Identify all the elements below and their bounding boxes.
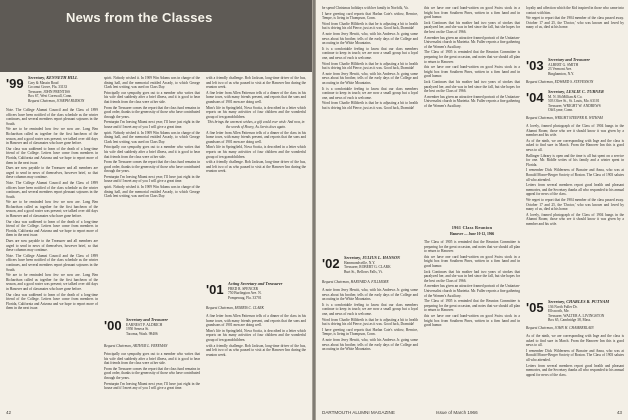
bequest-04: Bequest Chairman, WRIGHT STEEPER R. WITHAM [526,116,603,120]
bequest-03: Bequest Chairman, EDWARD S. STEVENSON [526,80,594,84]
address-line: Cary & Massin Road [28,80,59,85]
column-right-3 [526,6,624,52]
paragraph: with a friendly challenge. Bob Jackson, long-time driver of the bus, and left two of us who paused to visit at the Hanover Inn during the reunion week. [206,160,306,174]
paragraph: It is a comfortable feeling to know that our class members continue to keep in touch; we are now a small group but a loyal one, and news of each is welcome. [322,302,418,316]
paragraph: Ballinger Library is open and the time is all but spent on a service for one. Mr. Riddle writes of his family and a winter spent in Florida. [526,153,624,167]
paragraph: The Class of 1905 is reminded that the Reunion Committee is preparing for the great occasion, and notes that we should all plan to return to Hanover. [424,299,520,313]
address-line: 23 Vermont Ave. [548,67,573,72]
paragraph: It is a comfortable feeling to know that our class members continue to keep in touch; we are now a small group but a loyal one, and news of each is welcome. [322,86,418,100]
paragraph: A fine letter from Allen Patterson tells of a dinner of the class in his home town, with many friends present, and reports that the sons and grandsons of 1901 men are doing well. [206,90,306,104]
paragraph: It is a comfortable feeling to know that our class members continue to keep in touch; we are now a small group but a loyal one, and news of each is welcome. [322,46,418,60]
bequest-line: Bequest Chairman, JOSEPH BURSON [28,98,85,103]
column-left-1 [6,108,98,408]
paragraph: spirit. Nobody wished it. In 1909 Win Adams was in charge of the dining hall, and the memorial entitled Arcady, to which George Clark lent writing, was used on Class Day. [104,130,200,144]
paragraph: Our class was saddened to learn of the death of a long-time friend of the College. Letters have come from members in Florida, California and Arizona and we hope to report more of them in the next issue. [6,219,98,238]
reunion-dates: Hanover — June 10-12, 1966 [449,232,495,236]
column-right-1b [322,288,418,408]
class-info-99 [28,76,96,104]
paragraph: We regret to report that the 1904 member of the class passed away. October 17 and 25, the 'Doctor,' who was known and loved by many of us, died at his home. [526,16,624,30]
paragraph: A note from Jerry Hewitt, who, with his Andrews Jr. going some news about his brother, tells of the early days of the College and an outing in the White Mountains. [322,288,418,302]
column-left-3 [206,76,306,276]
paragraph: Principally our sympathy goes out to a member who writes that his wife died suddenly after a brief illness, and it is good to hear that friends from the class were at her side. [104,352,200,366]
class-info-05 [548,300,626,323]
header-band [0,0,312,72]
paragraph: We are to be reminded how few we now are. Long Ben Richardson called us together for the first luncheon of the season, and a good roster was present; we talked over old days in Hanover and of classmates who have gone before. [6,200,98,219]
address-line: Coconut Grove, Fla. 33133 [28,85,68,90]
secretary-line: Secretary and Treasurer [126,317,168,322]
reunion-heading: 1961 Class Reunion [451,225,493,230]
address-line: 1950 Seneca St. [126,327,150,332]
paragraph: I have greeting card reports that Harlan Cate's widow, Bernice, Tempe, is living in Thompson, Conn. [322,327,418,337]
paragraph: As of the ninth, we are corresponding with Inge and the class is asked to find sure in March. From the Hanover Inn this is good news to all. [526,334,624,348]
paragraph: I have greeting card reports that Harlan Cate's widow, Bernice, Tempe, is living in Thompson, Conn. [322,11,418,21]
paragraph: A note from Jerry Hewitt, who, with his Andrews Jr. going some news about his brother, tells of the early days of the College and an outing in the White Mountains. [322,31,418,46]
address-line: Binghamton, N.Y. [548,71,575,76]
class-year-03: '03 [526,58,544,73]
secretary-line: Secretary, JULIUS L. HANSON [344,255,401,260]
treasurer-line: Treasurer, JOHN PRENTISS [28,89,70,94]
paragraph: Note. The College Alumni Council and the Class of 1899 officers have been notified of the class schedule as the winter continues, and several members report pleasant sojourns in the South. [6,180,98,199]
paragraph: Mim's life in Springfield, Nova Scotia, is described in a letter which reports on his many activities of four children and the wonderful group of ten grandchildren. [206,105,306,119]
secretary-line: Secretary, KENNETH HILL [28,75,78,80]
paragraph: this we have one card hand-written on good Swiss stock in a bright box from Southern Pines, written in a firm hand and in good humor. [424,6,520,20]
paragraph: A fine letter from Allen Patterson tells of a dinner of the class in his home town, with many friends present, and reports that the sons and grandsons of 1901 men are doing well. [206,130,306,144]
address-line: 136 North Fuller Dr. [548,304,578,309]
name-line: ALBERT G. SMITH [548,62,579,67]
column-left-2 [104,76,200,314]
name-line: FRED R. SPENCER [228,286,259,291]
paragraph: spirit. Nobody wished it. In 1909 Win Adams was in charge of the dining hall, and the memorial entitled Arcady, to which George Clark lent writing, was used on Class Day. [104,185,200,199]
bequest-01: Bequest Chairman, MORRIS C. CLARK [206,306,264,310]
poem: This brings the warmest wishes, a gift could ever wish: And now, in the words of Hovey, As Jarvis does again. [207,120,305,129]
paragraph: Prenturpin I'm leaving Miami next year; I'll have just eight in the house and if I meet any of you I will give a great time. [104,381,200,391]
column-right-1 [322,6,418,246]
bequest-02: Bequest Chairman, HARVARD A. FILLMORE [322,280,389,284]
page-number-right: 43 [616,410,622,415]
treasurer-line: Treasurer, ROBERT G. CLARK [344,265,391,270]
paragraph: Our class was saddened to learn of the death of a long-time friend of the College. Letters have come from members in Florida, California and Arizona and we hope to report more of them in the next issue. [6,146,98,165]
paragraph: with a friendly challenge. Bob Jackson, long-time driver of the bus, and left two of us who paused to visit at the Hanover Inn during the reunion week. [206,343,306,357]
left-page [0,0,312,420]
paragraph: Word from Charlie Hilldreth is that he is adjusting a bit to health but is driving his old Pierce, just as it was. Good luck, Dramida! [322,101,418,110]
paragraph: Letters from several members report good health and pleasant memories, and the Secretary thanks all who responded to his annual appeal for news of the class. [526,363,624,377]
treasurer-line: Treasurer, WALTER A. LIVINGSTON [548,313,605,318]
column-right-3b [526,124,624,296]
paragraph: this we have one card hand-written on good Swiss stock in a bright box from Southern Pines, written in a firm hand and in good humor. [424,313,520,328]
paragraph: A lovely, framed photograph of the Class of 1904 hangs in the Alumni Room; those who see it should know it was given by a member and his wife. [526,124,624,138]
paragraph: this we have one card hand-written on good Swiss stock in a bright box from Southern Pines, written in a firm hand and in good humor. [424,254,520,268]
page-title: News from the Classes [66,10,213,25]
paragraph: Principally our sympathy goes out to a member who writes that his wife died suddenly after a brief illness, and it is good to hear that friends from the class were at her side. [104,90,200,104]
column-left-3b [206,314,306,408]
paragraph: be spend Christmas holidays with her family in Norfolk, Va. [322,6,409,10]
paragraph: Jack Continues that his mother had two years of strokes that paralyzed her, and she was in bed since the fall, but she hopes for the best on the Class of 1966. [424,20,520,34]
paragraph: From the Treasurer comes the report that the class fund remains in good order, thanks to the generosity of those who have contributed through the years. [104,366,200,380]
class-year-05: '05 [526,300,544,315]
bequest-00: Bequest Chairman, ARTHUR L. FREEMAN [104,344,168,348]
footer-left: DARTMOUTH ALUMNI MAGAZINE [322,410,395,415]
paragraph: We regret to report that the 1904 member of the class passed away. October 17 and 25, the 'Doctor,' who was known and loved by many of us, died at his home. [526,197,624,212]
paragraph: As of the ninth, we are corresponding with Inge and the class is asked to find sure in March. From the Hanover Inn this is good news to all. [526,138,624,152]
paragraph: I remember Dick Wilderness of Bonaire and Anna, who was at Ronald Moore-Berger Society of Boston. The Class of 1903 salutes all who attended. [526,348,624,362]
address-line: Burt St., Bellows Falls, Vt. [344,269,383,274]
paragraph: Jack Continues that his mother had two years of strokes that paralyzed her, and she was in bed since the fall, but she hopes for the best on the Class of 1966. [424,269,520,283]
address-line: Pomperaug, Fla. 33701 [228,295,262,300]
paragraph: Dues are now payable to the Treasurer and all members are urged to send in news of themselves, however brief, so that these columns may continue. [6,166,98,180]
class-info-03 [548,58,624,76]
paragraph: this we have one card hand-written on good Swiss stock in a bright box from Southern Pines, written in a firm hand and in good humor. [424,65,520,79]
paragraph: The Class of 1905 is reminded that the Reunion Committee is preparing for the great occasion, and notes that we should all plan to return to Hanover. [424,240,520,254]
right-page [316,0,628,420]
paragraph: Note. The College Alumni Council and the Class of 1899 officers have been notified of the class schedule as the winter continues, and several members report pleasant sojourns in the South. [6,253,98,272]
address-line: Box 65, Cambridge 38, Mass. [548,318,592,323]
paragraph: The Class of 1905 is reminded that the Reunion Committee is preparing for the great occasion, and notes that we should all plan to return to Hanover. [424,50,520,64]
paragraph: spirit. Nobody wished it. In 1909 Win Adams was in charge of the dining hall, and the memorial entitled Arcady, to which George Clark lent writing, was used on Class Day. [104,76,200,90]
paragraph: Mim's life in Springfield, Nova Scotia, is described in a letter which reports on his many activities of four children and the wonderful group of ten grandchildren. [206,145,306,159]
page-number-left: 42 [6,410,12,415]
paragraph: loyalty and affection which the Kid inspired in those who came into contact with him. [526,6,624,15]
paragraph: A member has given an attractive framed portrait of the Unitarian-Universalist church in Marietta. Mr. Fuller reports a fine gathering of the Women's Auxiliary. [424,284,520,298]
paragraph: Prenturpin I'm leaving Miami next year; I'll have just eight in the house and if I meet any of you I will give a great time. [104,174,200,184]
paragraph: From the Treasurer comes the report that the class fund remains in good order, thanks to the generosity of those who have contributed through the years. [104,160,200,174]
class-info-00 [126,318,202,336]
class-info-01 [228,282,308,300]
paragraph: Word from Charlie Hilldreth is that he is adjusting a bit to health but is driving his old Pierce, just as it was. Good luck, Dramida! [322,61,418,71]
address-line: Tacoma, Wash. 98406 [126,331,158,336]
paragraph: We are to be reminded how few we now are. Long Ben Richardson called us together for the first luncheon of the season, and a good roster was present; we talked over old days in Hanover and of classmates who have gone before. [6,127,98,146]
paragraph: From the Treasurer comes the report that the class fund remains in good order, thanks to the generosity of those who have contributed through the years. [104,105,200,119]
paragraph: A note from Jerry Hewitt, who, with his Andrews Jr. going some news about his brother, tells of the early days of the College and an outing in the White Mountains. [322,337,418,352]
column-right-2b [424,240,520,408]
column-left-2b [104,352,200,408]
name-line: EARNEST P. ALDRICH [126,322,163,327]
secretary-line: Secretary and Treasurer [548,57,590,62]
paragraph: Letters from several members report good health and pleasant memories, and the Secretary thanks all who responded to his annual appeal for news of the class. [526,183,624,197]
address-line: M. N. McMillian & Co. [548,94,583,99]
class-year-00: '00 [104,318,122,333]
secretary-line: Secretary, LESLIE C. TURNER [548,89,604,94]
paragraph: Prenturpin I'm leaving Miami next year; I'll have just eight in the house and if I meet any of you I will give a great time. [104,120,200,129]
paragraph: Our class was saddened to learn of the death of a long-time friend of the College. Letters have come from members in Florida, California and Arizona and we hope to report more of them in the next issue. [6,292,98,311]
paragraph: I remember Dick Wilderness of Bonaire and Anna, who was at Ronald Moore-Berger Society of Boston. The Class of 1903 salutes all who attended. [526,168,624,182]
bequest-05: Bequest Chairman, JOHN H. CHAMBERLAIN [526,326,594,330]
paragraph: We are to be reminded how few we now are. Long Ben Richardson called us together for the first luncheon of the season, and a good roster was present; we talked over old days in Hanover and of classmates who have gone before. [6,273,98,291]
class-info-02 [344,256,420,274]
address-line: Hammondsville, N.Y. [344,260,376,265]
class-year-04: '04 [526,90,544,105]
paragraph: A fine letter from Allen Patterson tells of a dinner of the class in his home town, with many friends present, and reports that the sons and grandsons of 1901 men are doing well. [206,314,306,328]
paragraph: A member has given an attractive framed portrait of the Unitarian-Universalist church in Marietta. Mr. Fuller reports a fine gathering of the Women's Auxiliary. [424,35,520,49]
class-year-99: '99 [6,76,24,91]
address-line: Old Lyme, Conn. [548,108,573,113]
address-line: 503 Olive St., St. Louis, Mo. 63101 [548,99,600,104]
paragraph: Jack Continues that his mother had two years of strokes that paralyzed her, and she was in bed since the fall, but she hopes for the best on the Class of 1966. [424,79,520,94]
treasurer-line: Treasurer, WRIGHT W. ANDREWS [548,103,601,108]
class-year-01: '01 [206,282,224,297]
paragraph: Dues are now payable to the Treasurer and all members are urged to send in news of themselves, however brief, so that these columns may continue. [6,239,98,253]
address-line: 750 Burlington Ave. N. [228,291,262,296]
class-info-04 [548,90,626,113]
address-line: Box 67, West Cornwall, Conn. [28,94,73,99]
paragraph: Word from Charlie Hilldreth is that he is adjusting a bit to health but is driving his old Pierce, just as it was. Good luck, Dramida! [322,317,418,327]
column-right-2 [424,6,520,220]
secretary-line: Secretary, CHARLES R. PUTNAM [548,299,610,304]
paragraph: Principally our sympathy goes out to a member who writes that his wife died suddenly after a brief illness, and it is good to hear that friends from the class were at her side. [104,145,200,159]
paragraph: Word from Charlie Hilldreth is that he is adjusting a bit to health but is driving his old Pierce, just as it was. Good luck, Dramida! [322,21,418,31]
class-year-02: '02 [322,256,340,271]
paragraph: A member has given an attractive framed portrait of the Unitarian-Universalist church in Marietta. Mr. Fuller reports a fine gathering of the Women's Auxiliary. [424,94,520,108]
column-right-3c [526,334,624,408]
paragraph: A note from Jerry Hewitt, who, with his Andrews Jr. going some news about his brother, tells of the early days of the College and an outing in the White Mountains. [322,71,418,85]
footer-right: Issue of March 1966 [436,410,478,415]
secretary-line: Acting Secretary and Treasurer [228,281,283,286]
paragraph: Mim's life in Springfield, Nova Scotia, is described in a letter which reports on his many activities of four children and the wonderful group of ten grandchildren. [206,328,306,342]
paragraph: A lovely, framed photograph of the Class of 1904 hangs in the Alumni Room; those who see it should know it was given by a member and his wife. [526,212,624,226]
paragraph: Note. The College Alumni Council and the Class of 1899 officers have been notified of the class schedule as the winter continues, and several members report pleasant sojourns in the South. [6,108,98,126]
address-line: Ellsworth, Me. [548,309,570,314]
paragraph: with a friendly challenge. Bob Jackson, long-time driver of the bus, and left two of us who paused to visit at the Hanover Inn during the reunion week. [206,76,306,90]
